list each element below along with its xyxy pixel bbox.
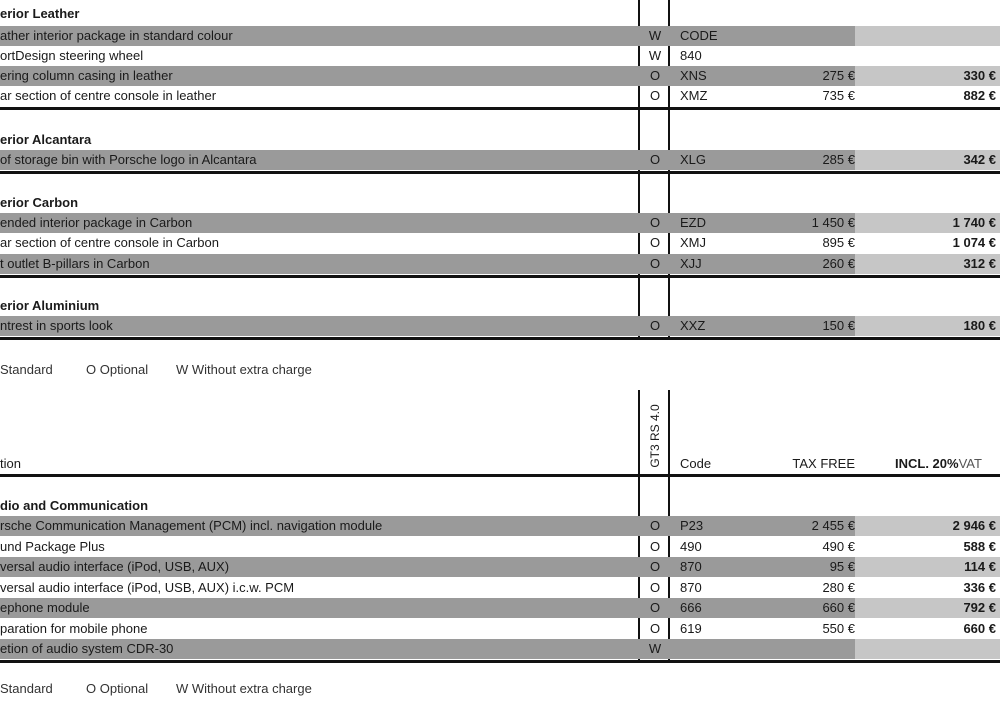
table-row bbox=[0, 598, 1000, 618]
table-row bbox=[0, 150, 1000, 170]
legend-optional: O Optional bbox=[86, 681, 149, 696]
row-tax-free: 735 € bbox=[822, 88, 855, 103]
header-incl-vat-rest: VAT bbox=[958, 456, 982, 471]
header-model-label: GT3 RS 4.0 bbox=[648, 404, 662, 468]
row-code: XLG bbox=[680, 152, 707, 167]
section-divider bbox=[0, 660, 1000, 663]
row-incl-vat bbox=[880, 46, 996, 66]
section-divider bbox=[0, 275, 1000, 278]
legend-standard: Standard bbox=[0, 681, 53, 696]
row-availability: O bbox=[649, 621, 661, 636]
table-row bbox=[0, 46, 1000, 66]
legend bbox=[0, 681, 400, 699]
row-availability: W bbox=[648, 48, 662, 63]
row-tax-free: 550 € bbox=[822, 621, 855, 636]
table-row bbox=[0, 557, 1000, 577]
table-row bbox=[0, 516, 1000, 536]
row-description: ortDesign steering wheel bbox=[0, 48, 144, 63]
row-tax-free: 2 455 € bbox=[811, 518, 855, 533]
row-availability: O bbox=[649, 580, 661, 595]
row-code: CODE bbox=[680, 28, 718, 43]
row-description: paration for mobile phone bbox=[0, 621, 148, 636]
row-tax-free: 660 € bbox=[822, 600, 855, 615]
legend-without-charge: W Without extra charge bbox=[176, 362, 312, 377]
header-tax-free: TAX FREE bbox=[792, 456, 855, 471]
row-tax-free: 95 € bbox=[829, 559, 855, 574]
row-tax-free: 260 € bbox=[822, 256, 855, 271]
table-row bbox=[0, 254, 1000, 274]
header-description: tion bbox=[0, 456, 21, 471]
row-availability: W bbox=[648, 641, 662, 656]
table-row bbox=[0, 86, 1000, 106]
row-code: XMZ bbox=[680, 88, 708, 103]
row-incl-vat: 1 074 € bbox=[952, 235, 996, 250]
row-availability: O bbox=[649, 152, 661, 167]
row-code: XXZ bbox=[680, 318, 706, 333]
row-code: P23 bbox=[680, 518, 704, 533]
section-title-carbon: erior Carbon bbox=[0, 195, 79, 210]
row-code: XMJ bbox=[680, 235, 706, 250]
section-divider bbox=[0, 171, 1000, 174]
table-row bbox=[0, 578, 1000, 598]
header-model bbox=[644, 396, 666, 476]
row-incl-vat bbox=[880, 26, 996, 46]
row-tax-free: 1 450 € bbox=[811, 215, 855, 230]
row-tax-free: 895 € bbox=[822, 235, 855, 250]
row-incl-vat: 336 € bbox=[963, 580, 996, 595]
row-code: 490 bbox=[680, 539, 702, 554]
row-tax-free: 285 € bbox=[822, 152, 855, 167]
row-availability: O bbox=[649, 559, 661, 574]
row-incl-vat: 588 € bbox=[963, 539, 996, 554]
row-incl-vat: 792 € bbox=[963, 600, 996, 615]
row-description: ering column casing in leather bbox=[0, 68, 173, 83]
section-title-alcantara: erior Alcantara bbox=[0, 132, 92, 147]
row-incl-vat: 114 € bbox=[964, 559, 996, 574]
row-description: rsche Communication Management (PCM) incl. navigation module bbox=[0, 518, 383, 533]
section-title-audio: dio and Communication bbox=[0, 498, 149, 513]
row-description: ather interior package in standard colour bbox=[0, 28, 233, 43]
row-incl-vat: 180 € bbox=[963, 318, 996, 333]
row-description: ar section of centre console in Carbon bbox=[0, 235, 219, 250]
legend bbox=[0, 362, 400, 380]
row-incl-vat bbox=[880, 639, 996, 659]
table-row bbox=[0, 316, 1000, 336]
section-divider bbox=[0, 337, 1000, 340]
table-row bbox=[0, 66, 1000, 86]
row-description: versal audio interface (iPod, USB, AUX) bbox=[0, 559, 230, 574]
row-description: t outlet B-pillars in Carbon bbox=[0, 256, 150, 271]
row-description: ended interior package in Carbon bbox=[0, 215, 193, 230]
row-description: versal audio interface (iPod, USB, AUX) i.c.w. PCM bbox=[0, 580, 295, 595]
row-tax-free bbox=[740, 46, 855, 66]
table-row bbox=[0, 537, 1000, 557]
row-tax-free bbox=[740, 26, 855, 46]
section-title-leather: erior Leather bbox=[0, 6, 80, 21]
legend-without-charge: W Without extra charge bbox=[176, 681, 312, 696]
row-tax-free: 280 € bbox=[822, 580, 855, 595]
row-tax-free: 490 € bbox=[822, 539, 855, 554]
row-availability: O bbox=[649, 600, 661, 615]
row-incl-vat: 312 € bbox=[963, 256, 996, 271]
row-code: XJJ bbox=[680, 256, 702, 271]
table-row bbox=[0, 233, 1000, 253]
legend-optional: O Optional bbox=[86, 362, 149, 377]
row-code: XNS bbox=[680, 68, 707, 83]
row-tax-free bbox=[740, 639, 855, 659]
header-incl-vat bbox=[895, 456, 982, 471]
row-incl-vat: 660 € bbox=[963, 621, 996, 636]
row-code: 840 bbox=[680, 48, 702, 63]
table-row bbox=[0, 619, 1000, 639]
row-tax-free: 275 € bbox=[822, 68, 855, 83]
header-incl-vat-bold: INCL. 20% bbox=[895, 456, 959, 471]
row-availability: W bbox=[648, 28, 662, 43]
row-description: of storage bin with Porsche logo in Alcantara bbox=[0, 152, 257, 167]
section-divider bbox=[0, 107, 1000, 110]
row-code: 870 bbox=[680, 559, 702, 574]
row-tax-free: 150 € bbox=[822, 318, 855, 333]
row-code: 619 bbox=[680, 621, 702, 636]
row-availability: O bbox=[649, 235, 661, 250]
table-row bbox=[0, 26, 1000, 46]
row-availability: O bbox=[649, 256, 661, 271]
row-description: ephone module bbox=[0, 600, 90, 615]
row-availability: O bbox=[649, 539, 661, 554]
row-incl-vat: 2 946 € bbox=[952, 518, 996, 533]
row-code: EZD bbox=[680, 215, 706, 230]
row-description: ar section of centre console in leather bbox=[0, 88, 217, 103]
header-divider bbox=[0, 474, 1000, 477]
row-availability: O bbox=[649, 518, 661, 533]
row-availability: O bbox=[649, 68, 661, 83]
row-code: 870 bbox=[680, 580, 702, 595]
row-code: 666 bbox=[680, 600, 702, 615]
row-description: ntrest in sports look bbox=[0, 318, 113, 333]
row-description: und Package Plus bbox=[0, 539, 105, 554]
row-incl-vat: 342 € bbox=[963, 152, 996, 167]
legend-standard: Standard bbox=[0, 362, 53, 377]
row-availability: O bbox=[649, 318, 661, 333]
row-incl-vat: 1 740 € bbox=[952, 215, 996, 230]
row-incl-vat: 882 € bbox=[963, 88, 996, 103]
table-row bbox=[0, 213, 1000, 233]
section-title-aluminium: erior Aluminium bbox=[0, 298, 100, 313]
row-availability: O bbox=[649, 215, 661, 230]
row-description: etion of audio system CDR-30 bbox=[0, 641, 174, 656]
row-availability: O bbox=[649, 88, 661, 103]
row-incl-vat: 330 € bbox=[963, 68, 996, 83]
header-code: Code bbox=[680, 456, 712, 471]
table-row bbox=[0, 639, 1000, 659]
